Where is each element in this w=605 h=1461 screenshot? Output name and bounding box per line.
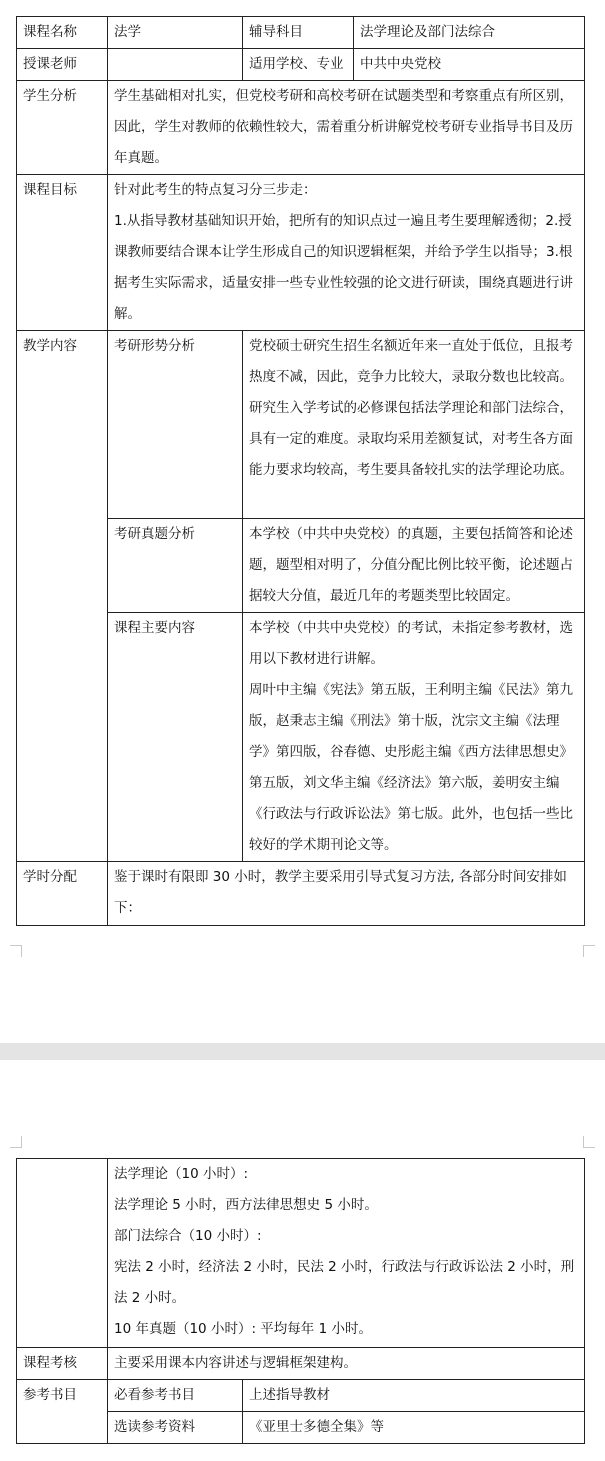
- table-row: [17, 175, 585, 331]
- student-analysis-label: 学生分析: [17, 81, 108, 175]
- reference-label: 参考书目: [17, 1380, 108, 1444]
- hours-text: 鉴于课时有限即 30 小时，教学主要采用引导式复习方法, 各部分时间安排如下：: [108, 862, 585, 926]
- hours-line: 法学理论（10 小时）:: [114, 1166, 249, 1182]
- main-content-text: [243, 613, 585, 862]
- table-row: [17, 1380, 585, 1412]
- table-row: [17, 49, 585, 81]
- school-label: 适用学校、专业: [243, 49, 354, 81]
- subject-label: 辅导科目: [243, 17, 354, 49]
- table-row: [17, 1348, 585, 1380]
- assessment-text: 主要采用课本内容讲述与逻辑框架建构。: [108, 1348, 585, 1380]
- course-name-value: 法学: [108, 17, 243, 49]
- school-value: 中共中央党校: [354, 49, 585, 81]
- optional-books-label: 选读参考资料: [108, 1412, 243, 1444]
- hours-line: 法学理论 5 小时，西方法律思想史 5 小时。: [114, 1197, 378, 1213]
- main-content-paragraph: 周叶中主编《宪法》第五版，王利明主编《民法》第九版，赵秉志主编《刑法》第十版，沈宗文主编《法理学》第四版，谷春德、史彤彪主编《西方法律思想史》第五版，刘文华主编《经济法》第六版，姜明安主编《行政法与行政诉讼法》第七版。此外，也包括一些比较好的学术期刊论文等。: [249, 682, 573, 853]
- page-corner-mark: [10, 945, 22, 957]
- situation-analysis-label: 考研形势分析: [108, 331, 243, 519]
- hours-continued-blank: [17, 1159, 108, 1348]
- table-row: [17, 331, 585, 519]
- table-row: [17, 17, 585, 49]
- hours-label: 学时分配: [17, 862, 108, 926]
- goal-paragraph: 1.从指导教材基础知识开始，把所有的知识点过一遍且考生要理解透彻；2.授课教师要结合课本让学生形成自己的知识逻辑框架，并给予学生以指导；3.根据考生实际需求，适量安排一些专业性较强的论文进行研读，围绕真题进行讲解。: [114, 213, 573, 322]
- table-row: [17, 81, 585, 175]
- course-goal-text: [108, 175, 585, 331]
- table-row: [17, 862, 585, 926]
- main-content-label: 课程主要内容: [108, 613, 243, 862]
- hours-line: 部门法综合（10 小时）:: [114, 1228, 262, 1244]
- assessment-label: 课程考核: [17, 1348, 108, 1380]
- required-books-value: 上述指导教材: [243, 1380, 585, 1412]
- page-corner-mark: [10, 1136, 22, 1148]
- page-corner-mark: [583, 945, 595, 957]
- subject-value: 法学理论及部门法综合: [354, 17, 585, 49]
- student-analysis-text: 学生基础相对扎实，但党校考研和高校考研在试题类型和考察重点有所区别，因此，学生对教师的依赖性较大，需着重分析讲解党校考研专业指导书目及历年真题。: [108, 81, 585, 175]
- teacher-value: [108, 49, 243, 81]
- teacher-label: 授课老师: [17, 49, 108, 81]
- page-corner-mark: [583, 1136, 595, 1148]
- goal-paragraph: 针对此考生的特点复习分三步走：: [114, 182, 317, 198]
- situation-analysis-text: 党校硕士研究生招生名额近年来一直处于低位，且报考热度不减，因此，竞争力比较大，录取分数也比较高。研究生入学考试的必修课包括法学理论和部门法综合，具有一定的难度。录取均采用差额复试，对考生各方面能力要求均较高，考生要具备较扎实的法学理论功底。: [243, 331, 585, 519]
- hours-line: 10 年真题（10 小时）: 平均每年 1 小时。: [114, 1321, 372, 1337]
- exam-analysis-label: 考研真题分析: [108, 519, 243, 613]
- teaching-content-label: 教学内容: [17, 331, 108, 862]
- page-separator: [0, 1043, 605, 1060]
- required-books-label: 必看参考书目: [108, 1380, 243, 1412]
- course-plan-table-page2: [16, 1158, 585, 1444]
- exam-analysis-text: 本学校（中共中央党校）的真题，主要包括简答和论述题，题型相对明了，分值分配比例比较平衡，论述题占据较大分值，最近几年的考题类型比较固定。: [243, 519, 585, 613]
- optional-books-value: 《亚里士多德全集》等: [243, 1412, 585, 1444]
- course-name-label: 课程名称: [17, 17, 108, 49]
- main-content-paragraph: 本学校（中共中央党校）的考试，未指定参考教材，选用以下教材进行讲解。: [249, 620, 573, 667]
- course-goal-label: 课程目标: [17, 175, 108, 331]
- hours-breakdown: [108, 1159, 585, 1348]
- table-row: [17, 1159, 585, 1348]
- hours-line: 宪法 2 小时，经济法 2 小时，民法 2 小时，行政法与行政诉讼法 2 小时，刑法 2 小时。: [114, 1259, 575, 1306]
- course-plan-table-page1: [16, 16, 585, 926]
